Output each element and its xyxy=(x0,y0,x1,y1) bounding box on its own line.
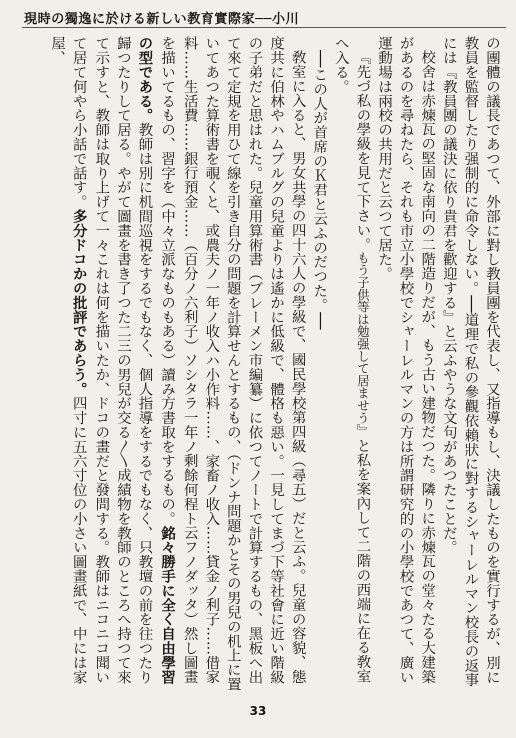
classroom-text: 敎室に入ると、男女共學の四十六人の學級で、國民學校第四級（尋五）だと云ふ。兒童の容貌、態度共に伯林やハムブルグの兒童よりは遙かに低級で、體格も惡い。一見してまづ下等社會に近い階級の子弟だと思はれた。兒童用算術書（ブレーメン市編纂）に依つてノートで計算するもの、黑板へ出て來て定規を用ひて線を引き自分の問題を計算せんとするもの、（ドンナ問題かとその男兒の机上に置いてあつた算術書を覗くと、或農夫ノ一年ノ收入ハ小作料……、家畜ノ收入……貸金ノ利子……借家料……生活費……銀行預金……（百分ノ六利子）ソシタラ一年ノ剩餘何程ト云フノダッタ）然し圖畫を描いてるもの、習字を（中々立派なものもある）讀み方書取をするもの。 xyxy=(159,36,306,692)
paragraph-school-building: 校舍は赤煉瓦の堅固な南向の二階造りだが、もう古い建物だつた。隣りに赤煉瓦の堂々たる大建築があるのを尋ねたら、それも市立小學校でシャーレルマンの方は所謂研究的の小學校であつて、廣い運動場は兩校の共用だと云つて居た。 xyxy=(376,36,436,684)
classroom-tail: 四寸に五六寸位の小さい圖畫紙で、中には家屋、 xyxy=(49,36,87,685)
paragraph-classroom xyxy=(46,36,308,692)
running-header: 現時の獨逸に於ける新しい教育實際家──小川 xyxy=(24,12,300,27)
quote-continuation: 』と私を案內して二階の西端に在る敎室へ入る。 xyxy=(332,36,371,684)
vertical-body-text xyxy=(12,36,502,692)
paragraph-quote xyxy=(329,36,372,692)
classroom-bold-phrase-2: 多分ドコかの批評であらう。 xyxy=(70,208,88,397)
quote-text: 『先づ私の學級を見て下さい。 xyxy=(354,50,371,252)
paragraph-teacher-council: の團體の議長であつて、外部に對し教員團を代表し、又指導もし、決議したものを實行するが、別に教員を監督したり强制的に命令しない。──道理で私の參觀依賴狀に對するシャーレルマン校長の返事には『教員團の議決に依り貴君を歡迎する』と云ふやうな文句があつたことだ。 xyxy=(440,36,500,687)
page-number: 33 xyxy=(249,704,267,718)
header-rule xyxy=(22,27,506,28)
classroom-continuation: 教師は別に机間巡視をするでもなく、個人指導をするでもなく、只教壇の前を往つたり歸つたりして居る。やがて圖畫を書き了つた二三の男兒が交る〳〵成績物を教師のところへ持つて來て示すと、教師は取り上げて一々これは何を描いたか、ドコの畫だと發問する。教師はニコニコ聞いて居て何やら小話で話す。 xyxy=(70,36,153,685)
quote-small-text: もう子供等は勉强して居ませう xyxy=(355,252,370,425)
classroom-bold-phrase: 銘々勝手に全く自由學習の型である。 xyxy=(136,36,177,685)
paragraph-section-heading: ──この人が首席のＫ君と云ふのだつた。── xyxy=(311,50,328,330)
